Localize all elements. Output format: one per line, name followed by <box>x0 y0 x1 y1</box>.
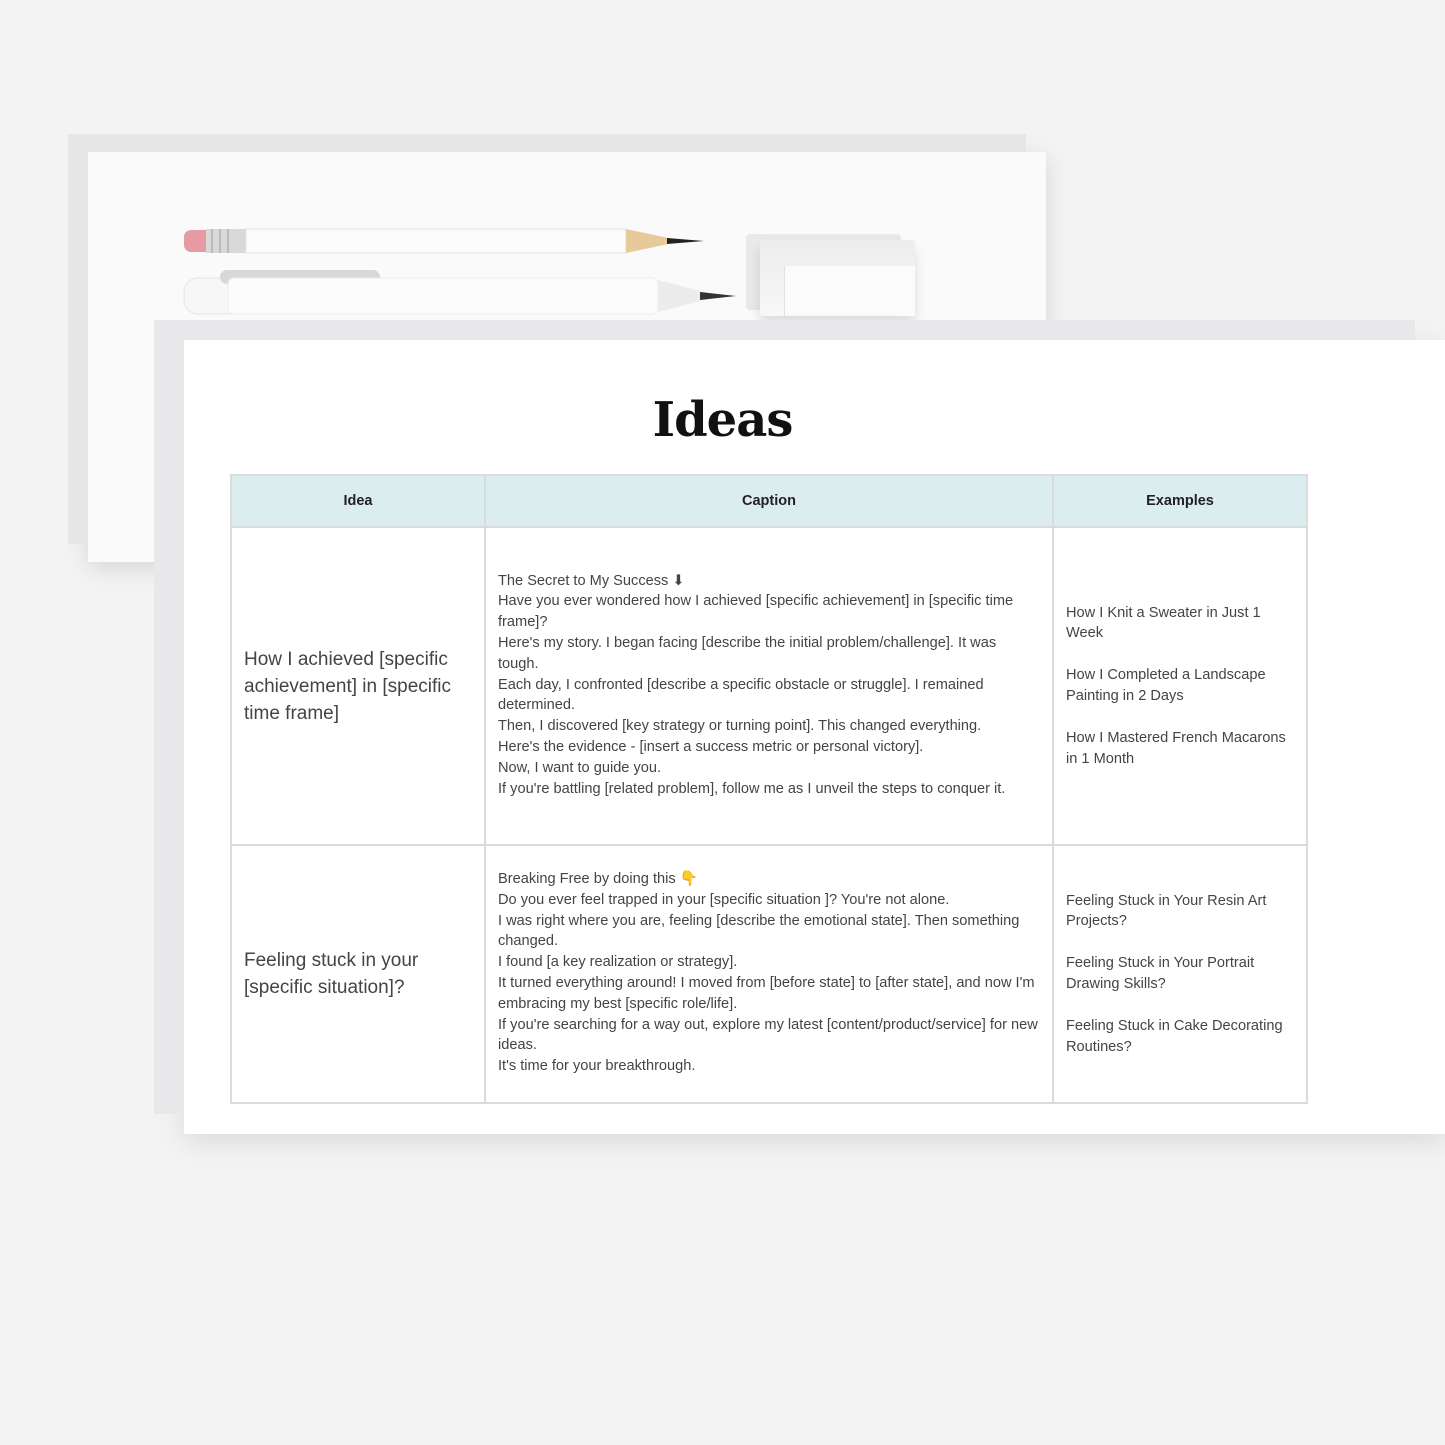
example-item: How I Mastered French Macarons in 1 Month <box>1066 729 1286 767</box>
caption-line: Then, I discovered [key strategy or turning point]. This changed everything. <box>498 718 982 735</box>
pencil-icon <box>162 226 707 256</box>
caption-line: Now, I want to guide you. <box>498 759 662 776</box>
caption-line: The Secret to My Success ⬇ <box>498 572 685 589</box>
caption-line: Here's my story. I began facing [describe the initial problem/challenge]. It was tough. <box>498 635 997 672</box>
example-item: How I Completed a Landscape Painting in 2 Days <box>1066 667 1266 704</box>
column-header-caption: Caption <box>485 475 1053 527</box>
caption-line: If you're searching for a way out, explore my latest [content/product/service] for new ideas. <box>498 1016 1038 1054</box>
caption-line: It's time for your breakthrough. <box>498 1058 696 1075</box>
example-item: How I Knit a Sweater in Just 1 Week <box>1066 604 1261 642</box>
table-header-row <box>231 475 1307 527</box>
caption-cell <box>485 527 1053 845</box>
example-item: Feeling Stuck in Your Portrait Drawing Skills? <box>1066 955 1255 992</box>
column-header-examples: Examples <box>1053 475 1307 527</box>
examples-cell <box>1053 527 1307 845</box>
caption-line: If you're battling [related problem], follow me as I unveil the steps to conquer it. <box>498 780 1006 797</box>
ideas-table <box>230 474 1308 1104</box>
caption-line: I was right where you are, feeling [describe the emotional state]. Then something changed. <box>498 912 1020 950</box>
example-item: Feeling Stuck in Your Resin Art Projects? <box>1066 892 1267 930</box>
eraser-icon <box>760 240 915 316</box>
idea-cell: Feeling stuck in your [specific situation]? <box>231 845 485 1103</box>
pen-icon <box>180 266 740 318</box>
table-row <box>231 527 1307 845</box>
examples-cell <box>1053 845 1307 1103</box>
caption-line: Breaking Free by doing this 👇 <box>498 871 698 888</box>
caption-line: Have you ever wondered how I achieved [specific achievement] in [specific time frame]? <box>498 593 1014 631</box>
caption-line: Do you ever feel trapped in your [specific situation ]? You're not alone. <box>498 891 950 908</box>
idea-cell: How I achieved [specific achievement] in [specific time frame] <box>231 527 485 845</box>
table-row <box>231 845 1307 1103</box>
caption-line: Each day, I confronted [describe a specific obstacle or struggle]. I remained determined. <box>498 676 984 714</box>
caption-line: I found [a key realization or strategy]. <box>498 954 738 971</box>
caption-cell <box>485 845 1053 1103</box>
example-item: Feeling Stuck in Cake Decorating Routines? <box>1066 1017 1283 1055</box>
page-title: Ideas <box>652 392 793 448</box>
caption-line: It turned everything around! I moved from [before state] to [after state], and now I'm embracing my best [specific role/life]. <box>498 975 1035 1012</box>
caption-line: Here's the evidence - [insert a success metric or personal victory]. <box>498 738 924 755</box>
column-header-idea: Idea <box>231 475 485 527</box>
